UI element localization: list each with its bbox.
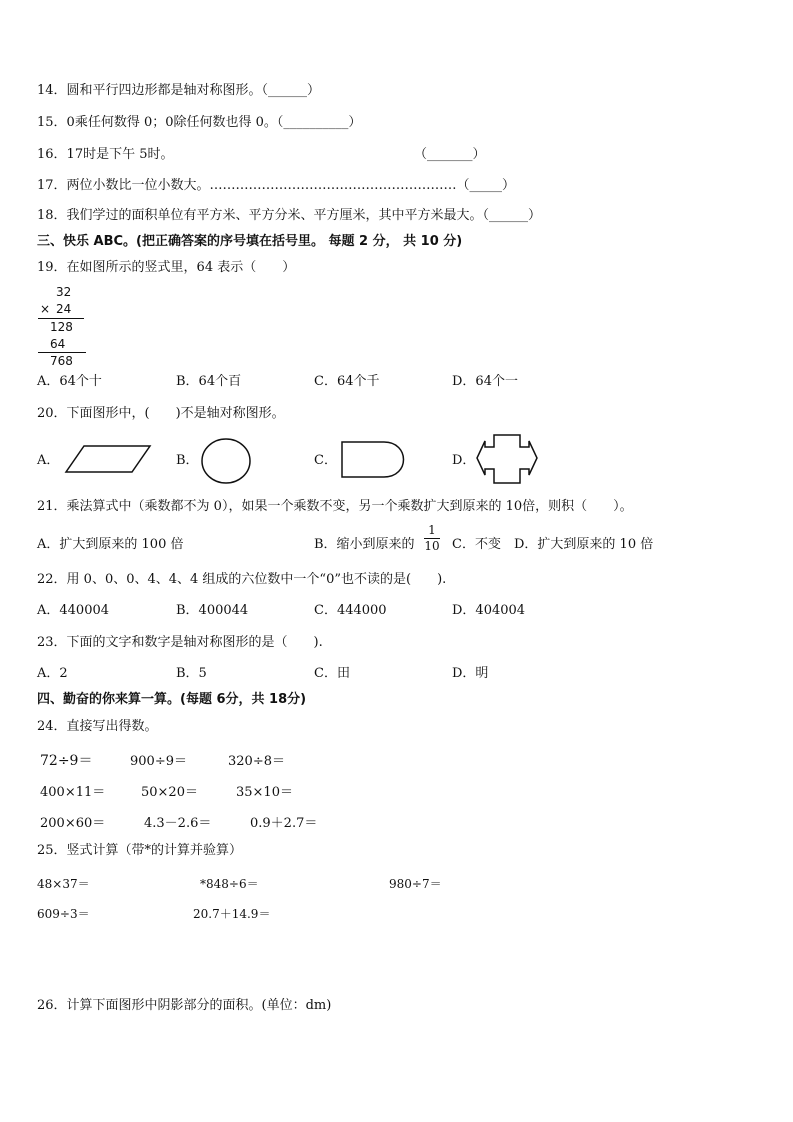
q22-option-a[interactable]: A．440004 — [37, 603, 110, 618]
q19-text: 19．在如图所示的竖式里，64 表示（ ） — [37, 260, 296, 275]
q25-r2-c2: 20.7＋14.9＝ — [193, 907, 271, 921]
q17-answer-blank[interactable]: （_____） — [456, 178, 516, 193]
q25-text: 25．竖式计算（带*的计算并验算） — [37, 843, 243, 858]
calc-r2-c1: 400×11＝ — [40, 785, 106, 800]
calc-r1-c3: 320÷8＝ — [228, 754, 285, 769]
parallelogram-shape — [64, 444, 154, 476]
fraction-numerator: 1 — [428, 523, 436, 537]
q21-option-a[interactable]: A．扩大到原来的 100 倍 — [37, 537, 184, 552]
circle-shape — [200, 437, 252, 485]
calc-r1-c1: 72÷9＝ — [40, 753, 93, 769]
calc-r3-c3: 0.9＋2.7＝ — [250, 816, 318, 831]
q17-text: 17．两位小数比一位小数大。………………………………………………… — [37, 178, 457, 193]
q23-text: 23．下面的文字和数字是轴对称图形的是（ ). — [37, 635, 323, 650]
q20-label-d[interactable]: D． — [452, 453, 476, 468]
q23-option-c[interactable]: C．田 — [314, 666, 350, 681]
q17 — [37, 178, 515, 194]
vm-second-number: 24 — [56, 302, 72, 316]
q18 — [37, 208, 541, 224]
q23-option-b[interactable]: B．5 — [176, 666, 207, 681]
q19-option-a[interactable]: A．64个十 — [37, 374, 102, 389]
q15-answer-blank[interactable]: （__________） — [276, 115, 362, 130]
q15-text: 15．0乘任何数得 0；0除任何数也得 0。 — [37, 115, 277, 130]
q16 — [37, 147, 174, 163]
section-4-title: 四、勤奋的你来算一算。(每题 6分，共 18分) — [37, 692, 307, 707]
q21-option-c[interactable]: C．不变 — [452, 537, 501, 552]
vm-partial-2: 64 — [50, 337, 66, 351]
calc-r2-c3: 35×10＝ — [236, 785, 293, 800]
q22-option-d[interactable]: D．404004 — [452, 603, 526, 618]
q22-option-b[interactable]: B．400044 — [176, 603, 249, 618]
q25-r1-c3: 980÷7＝ — [389, 877, 442, 891]
q19-option-d[interactable]: D．64个一 — [452, 374, 518, 389]
vm-top-number: 32 — [56, 285, 72, 299]
q21-text: 21．乘法算式中（乘数都不为 0），如果一个乘数不变，另一个乘数扩大到原来的 10倍，则积（ ）。 — [37, 499, 633, 514]
calc-r3-c1: 200×60＝ — [40, 816, 106, 831]
q23-option-d[interactable]: D．明 — [452, 666, 489, 681]
q16-text: 16．17时是下午 5时。 — [37, 147, 174, 162]
q23-option-a[interactable]: A．2 — [37, 666, 68, 681]
q19-option-c[interactable]: C．64个千 — [314, 374, 380, 389]
q24-text: 24．直接写出得数。 — [37, 719, 158, 734]
q22-text: 22．用 0、0、0、4、4、4 组成的六位数中一个“0”也不读的是( ). — [37, 572, 447, 587]
q25-r1-c2: *848÷6＝ — [200, 877, 259, 891]
q14 — [37, 83, 320, 99]
q22-option-c[interactable]: C．444000 — [314, 603, 387, 618]
q19-option-b[interactable]: B．64个百 — [176, 374, 242, 389]
q25-r1-c1: 48×37＝ — [37, 877, 90, 891]
q25-r2-c1: 609÷3＝ — [37, 907, 90, 921]
vm-rule-1 — [38, 318, 84, 319]
calc-r3-c2: 4.3－2.6＝ — [144, 816, 212, 831]
q20-label-c[interactable]: C． — [314, 453, 337, 468]
q21-option-d[interactable]: D．扩大到原来的 10 倍 — [514, 537, 654, 552]
q20-label-a[interactable]: A． — [37, 453, 60, 468]
q21-option-b[interactable]: B．缩小到原来的 — [314, 537, 415, 552]
vm-partial-1: 128 — [50, 320, 73, 334]
q20-label-b[interactable]: B． — [176, 453, 199, 468]
q14-text: 14．圆和平行四边形都是轴对称图形。 — [37, 83, 262, 98]
fraction-denominator: 10 — [424, 539, 440, 553]
q26-text: 26．计算下面图形中阴影部分的面积。(单位：dm) — [37, 998, 332, 1013]
vm-multiply-sign: × — [40, 302, 51, 316]
calc-r1-c2: 900÷9＝ — [130, 754, 187, 769]
q15 — [37, 115, 361, 131]
rounded-d-shape — [340, 440, 412, 480]
vm-rule-2 — [38, 352, 86, 353]
fraction-one-tenth — [424, 524, 440, 553]
q14-answer-blank[interactable]: （______） — [261, 83, 321, 98]
q16-answer-blank[interactable]: （_______） — [414, 147, 486, 162]
vm-result: 768 — [50, 354, 73, 368]
q20-text: 20．下面图形中，( )不是轴对称图形。 — [37, 406, 285, 421]
q18-text: 18．我们学过的面积单位有平方米、平方分米、平方厘米，其中平方米最大。 — [37, 208, 483, 223]
double-arrow-cross-shape — [474, 432, 540, 486]
calc-r2-c2: 50×20＝ — [141, 785, 198, 800]
section-3-title: 三、快乐 ABC。(把正确答案的序号填在括号里。 每题 2 分， 共 10 分) — [37, 234, 463, 249]
q18-answer-blank[interactable]: （______） — [482, 208, 542, 223]
